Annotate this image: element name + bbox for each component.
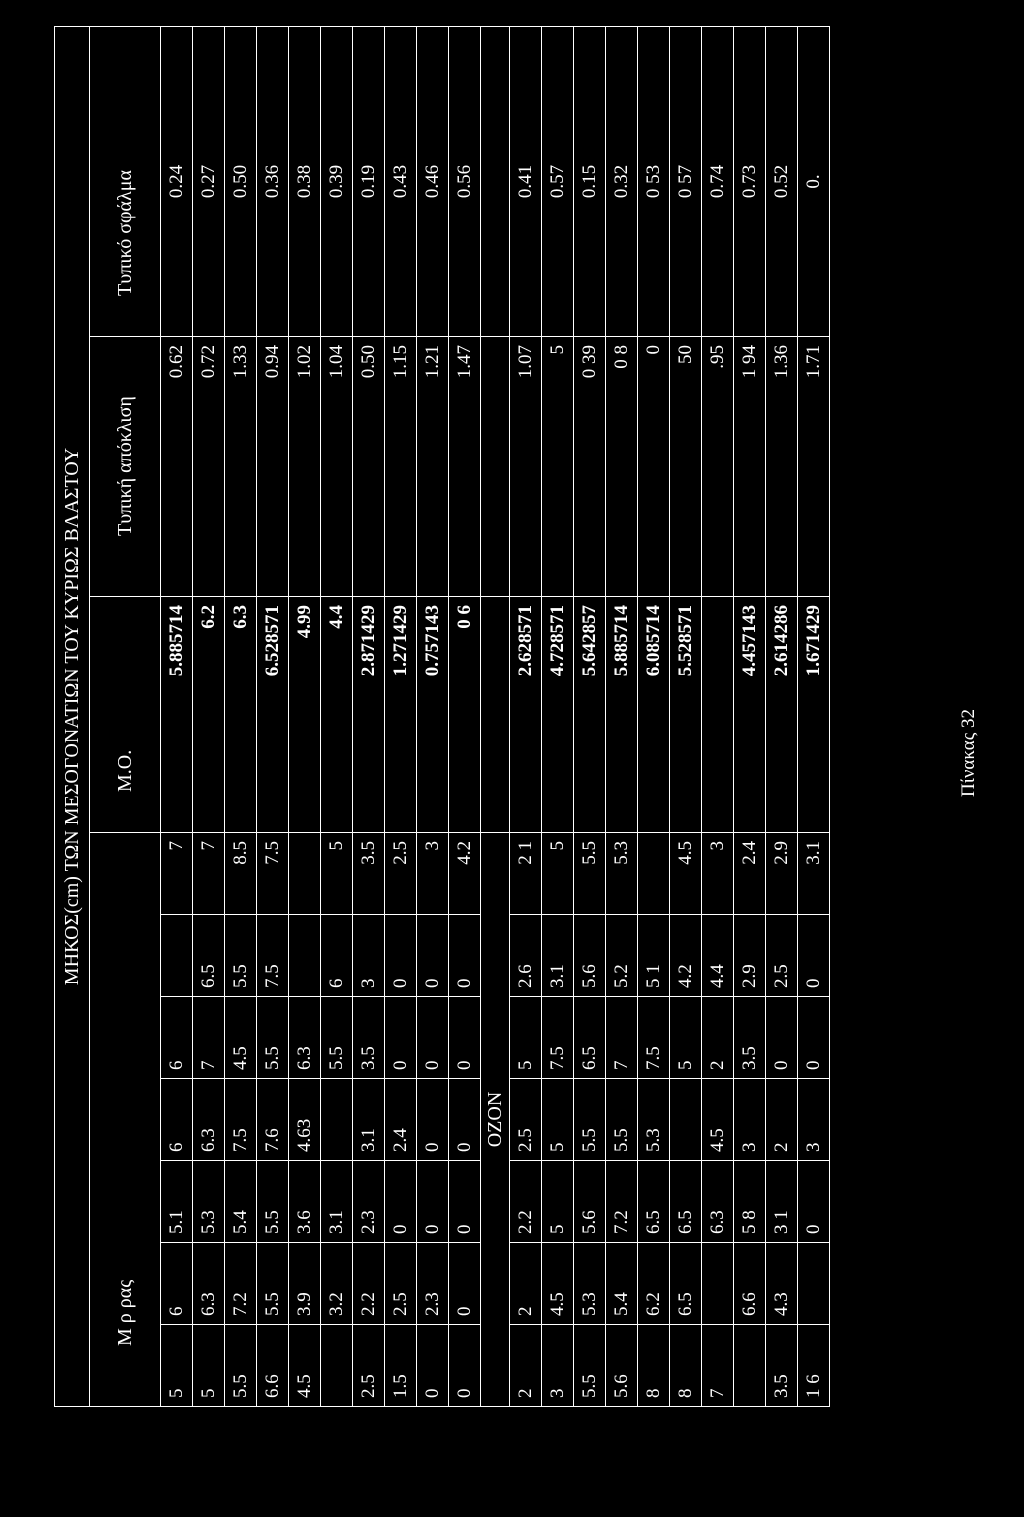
std-err-cell: 0.27 [193,26,225,336]
table-row [734,26,766,1406]
std-err-cell: 0.50 [225,26,257,336]
value-cell: 0 [385,997,417,1079]
mean-cell: 1.671429 [798,597,830,833]
value-cell: 6.3 [193,1079,225,1161]
std-dev-cell: 1.36 [766,337,798,597]
std-dev-cell: 1.47 [449,337,481,597]
table-row [193,26,225,1406]
std-dev-cell: 5 [542,337,574,597]
value-cell: 4.2 [449,833,481,915]
value-cell: 5 [542,1079,574,1161]
value-cell: 5.5 [257,997,289,1079]
std-dev-cell: 0 [638,337,670,597]
value-cell: 3 [417,833,449,915]
std-dev-cell: 50 [670,337,702,597]
value-cell: 6 [161,1243,193,1325]
value-cell: 3.2 [321,1243,353,1325]
value-cell: 5 [510,997,542,1079]
samples-header: Μ ρ ρας [90,833,161,1407]
mean-cell: 5.528571 [670,597,702,833]
std-dev-cell: 0.72 [193,337,225,597]
value-cell: 7 [193,833,225,915]
value-cell: 6.5 [670,1161,702,1243]
std-err-header: Τυπικό σφάλμα [90,26,161,336]
mean-cell: 2.614286 [766,597,798,833]
value-cell: 2 [702,997,734,1079]
value-cell: 4.5 [670,833,702,915]
std-dev-cell: 0.50 [353,337,385,597]
value-cell [321,1079,353,1161]
value-cell: 5.3 [574,1243,606,1325]
value-cell: 3.1 [798,833,830,915]
value-cell [798,1243,830,1325]
value-cell: 6 [161,1079,193,1161]
value-cell: 5 [161,1325,193,1407]
mean-cell: 5.885714 [161,597,193,833]
table-row [225,26,257,1406]
value-cell: 7.5 [257,833,289,915]
value-cell: 0 [798,1161,830,1243]
value-cell: 7.5 [542,997,574,1079]
value-cell: 0 [449,1325,481,1407]
value-cell: 5 [193,1325,225,1407]
std-err-cell: 0 57 [670,26,702,336]
value-cell: 5.1 [161,1161,193,1243]
value-cell: 4.5 [289,1325,321,1407]
value-cell: 6.5 [670,1243,702,1325]
std-dev-cell: 1.71 [798,337,830,597]
value-cell: 0 [449,1243,481,1325]
value-cell [638,833,670,915]
value-cell: 7.5 [638,997,670,1079]
rotated-table-wrapper [54,27,824,1407]
value-cell: 3 1 [766,1161,798,1243]
mean-cell: 4.457143 [734,597,766,833]
table-row [510,26,542,1406]
value-cell: 8 [670,1325,702,1407]
value-cell: 1 6 [798,1325,830,1407]
table-row [417,26,449,1406]
value-cell: 3 [798,1079,830,1161]
value-cell: 2 [510,1325,542,1407]
value-cell: 3 [542,1325,574,1407]
value-cell: 0 [417,1079,449,1161]
value-cell: 2 1 [510,833,542,915]
value-cell: 2.9 [734,915,766,997]
value-cell: 5.5 [321,997,353,1079]
value-cell: 4.2 [670,915,702,997]
value-cell: 2 [510,1243,542,1325]
value-cell [161,915,193,997]
value-cell: 2.3 [417,1243,449,1325]
value-cell: 2.4 [385,1079,417,1161]
value-cell: 2.9 [766,833,798,915]
value-cell: 7.2 [225,1243,257,1325]
value-cell: 3.5 [353,833,385,915]
std-err-cell: 0.24 [161,26,193,336]
mean-cell: 5.642857 [574,597,606,833]
std-dev-cell: 1.21 [417,337,449,597]
table-row [542,26,574,1406]
value-cell: 5.4 [225,1161,257,1243]
value-cell [670,1079,702,1161]
value-cell: 0 [798,915,830,997]
table-row [289,26,321,1406]
value-cell: 0 [417,1161,449,1243]
value-cell: 5.6 [574,1161,606,1243]
value-cell: 6.3 [702,1161,734,1243]
value-cell: 3.5 [766,1325,798,1407]
value-cell [321,1325,353,1407]
value-cell: 8 [638,1325,670,1407]
value-cell [702,1243,734,1325]
mean-cell: 2.628571 [510,597,542,833]
value-cell: 2.3 [353,1161,385,1243]
value-cell: 5.4 [606,1243,638,1325]
value-cell: 0 [449,915,481,997]
value-cell: 4.5 [702,1079,734,1161]
value-cell: 7.5 [257,915,289,997]
empty-cell [481,597,510,833]
std-err-cell: 0.57 [542,26,574,336]
value-cell: 5.5 [574,1079,606,1161]
value-cell: 0 [385,915,417,997]
table-row [638,26,670,1406]
std-err-cell: 0.19 [353,26,385,336]
value-cell: 5.6 [574,915,606,997]
value-cell: 0 [417,997,449,1079]
std-dev-cell: 1.04 [321,337,353,597]
value-cell: 3 [353,915,385,997]
value-cell: 6.6 [257,1325,289,1407]
value-cell: 4.5 [542,1243,574,1325]
value-cell: 5.3 [193,1161,225,1243]
value-cell: 5 [321,833,353,915]
table-row [321,26,353,1406]
value-cell [289,833,321,915]
std-dev-cell: 1 94 [734,337,766,597]
value-cell: 4.3 [766,1243,798,1325]
std-err-cell: 0.39 [321,26,353,336]
std-err-cell: 0.52 [766,26,798,336]
table-body [55,26,830,1406]
value-cell: 2.5 [510,1079,542,1161]
value-cell [289,915,321,997]
value-cell: 6 [321,915,353,997]
value-cell: 0 [766,997,798,1079]
table-row [449,26,481,1406]
value-cell: 5.3 [606,833,638,915]
std-dev-cell: 1.15 [385,337,417,597]
std-dev-cell: 0 39 [574,337,606,597]
table-row [766,26,798,1406]
group-label: ΟΖΟΝ [481,833,510,1407]
std-err-cell: 0.36 [257,26,289,336]
mean-cell: 4.728571 [542,597,574,833]
data-table [54,26,830,1407]
mean-cell: 6.085714 [638,597,670,833]
mean-cell: 0.757143 [417,597,449,833]
value-cell: 5.3 [638,1079,670,1161]
value-cell: 5 1 [638,915,670,997]
value-cell: 4.5 [225,997,257,1079]
group-label-row [481,26,510,1406]
value-cell: 4.63 [289,1079,321,1161]
value-cell: 2 [766,1079,798,1161]
value-cell: 6.3 [193,1243,225,1325]
mean-cell: 6.2 [193,597,225,833]
value-cell: 6.5 [574,997,606,1079]
value-cell: 2.5 [353,1325,385,1407]
value-cell: 6.5 [193,915,225,997]
std-err-cell: 0.32 [606,26,638,336]
value-cell: 5.5 [257,1161,289,1243]
value-cell: 7.6 [257,1079,289,1161]
value-cell: 5.6 [606,1325,638,1407]
table-title: ΜΗΚΟΣ(cm) ΤΩΝ ΜΕΣΟΓΟΝΑΤΙΩΝ ΤΟΥ ΚΥΡΙΩΣ ΒΛΑΣΤΟΥ [55,26,90,1406]
value-cell: 5 8 [734,1161,766,1243]
value-cell: 3.5 [353,997,385,1079]
value-cell: 6.2 [638,1243,670,1325]
value-cell: 6.6 [734,1243,766,1325]
mean-cell: 6.528571 [257,597,289,833]
value-cell: 2.6 [510,915,542,997]
table-row [574,26,606,1406]
empty-cell [481,26,510,336]
value-cell: 0 [449,1079,481,1161]
value-cell: 6.5 [638,1161,670,1243]
value-cell: 7 [193,997,225,1079]
table-row [353,26,385,1406]
mean-cell: 6.3 [225,597,257,833]
value-cell: 7 [161,833,193,915]
std-err-cell: 0.56 [449,26,481,336]
value-cell: 2.4 [734,833,766,915]
value-cell: 5 [670,997,702,1079]
table-row [161,26,193,1406]
value-cell: 2.5 [385,833,417,915]
value-cell: 6 [161,997,193,1079]
value-cell: 5.5 [574,833,606,915]
value-cell: 7.2 [606,1161,638,1243]
std-dev-cell: 1.33 [225,337,257,597]
std-dev-cell: 0.62 [161,337,193,597]
table-row [702,26,734,1406]
mean-header: Μ.Ο. [90,597,161,833]
value-cell: 0 [798,997,830,1079]
table-row [670,26,702,1406]
value-cell: 3.9 [289,1243,321,1325]
std-err-cell: 0. [798,26,830,336]
mean-cell: 2.871429 [353,597,385,833]
value-cell: 4.4 [702,915,734,997]
std-dev-cell: .95 [702,337,734,597]
value-cell: 5.5 [606,1079,638,1161]
value-cell: 5.2 [606,915,638,997]
value-cell: 5 [542,1161,574,1243]
std-dev-cell: 1.07 [510,337,542,597]
mean-cell: 1.271429 [385,597,417,833]
table-row [385,26,417,1406]
value-cell: 0 [449,997,481,1079]
mean-cell: 4.99 [289,597,321,833]
std-err-cell: 0.43 [385,26,417,336]
value-cell: 7.5 [225,1079,257,1161]
std-dev-header: Τυπική απόκλιση [90,337,161,597]
std-err-cell: 0.73 [734,26,766,336]
value-cell: 5.5 [225,1325,257,1407]
table-row [257,26,289,1406]
value-cell: 3.1 [353,1079,385,1161]
std-err-cell: 0.46 [417,26,449,336]
value-cell: 7 [606,997,638,1079]
value-cell: 1.5 [385,1325,417,1407]
value-cell [734,1325,766,1407]
value-cell: 2.2 [353,1243,385,1325]
empty-cell [481,337,510,597]
value-cell: 2.5 [766,915,798,997]
value-cell: 0 [417,915,449,997]
value-cell: 3 [702,833,734,915]
std-dev-cell: 0.94 [257,337,289,597]
std-err-cell: 0.15 [574,26,606,336]
std-err-cell: 0.74 [702,26,734,336]
std-err-cell: 0 53 [638,26,670,336]
page-caption: Πίνακας 32 [958,709,979,798]
value-cell: 6.3 [289,997,321,1079]
table-row [798,26,830,1406]
value-cell: 5 [542,833,574,915]
value-cell: 3.5 [734,997,766,1079]
value-cell: 5.5 [257,1243,289,1325]
value-cell: 0 [385,1161,417,1243]
value-cell: 2.2 [510,1161,542,1243]
value-cell: 3.1 [321,1161,353,1243]
title-row [55,26,90,1406]
value-cell: 3.1 [542,915,574,997]
value-cell: 0 [417,1325,449,1407]
value-cell: 2.5 [385,1243,417,1325]
std-err-cell: 0.38 [289,26,321,336]
value-cell: 3.6 [289,1161,321,1243]
value-cell: 3 [734,1079,766,1161]
mean-cell [702,597,734,833]
value-cell: 5.5 [574,1325,606,1407]
std-dev-cell: 1.02 [289,337,321,597]
table-row [606,26,638,1406]
value-cell: 7 [702,1325,734,1407]
std-err-cell: 0.41 [510,26,542,336]
mean-cell: 4.4 [321,597,353,833]
mean-cell: 5.885714 [606,597,638,833]
header-row [90,26,161,1406]
mean-cell: 0 6 [449,597,481,833]
value-cell: 8.5 [225,833,257,915]
value-cell: 5.5 [225,915,257,997]
std-dev-cell: 0 8 [606,337,638,597]
value-cell: 0 [449,1161,481,1243]
